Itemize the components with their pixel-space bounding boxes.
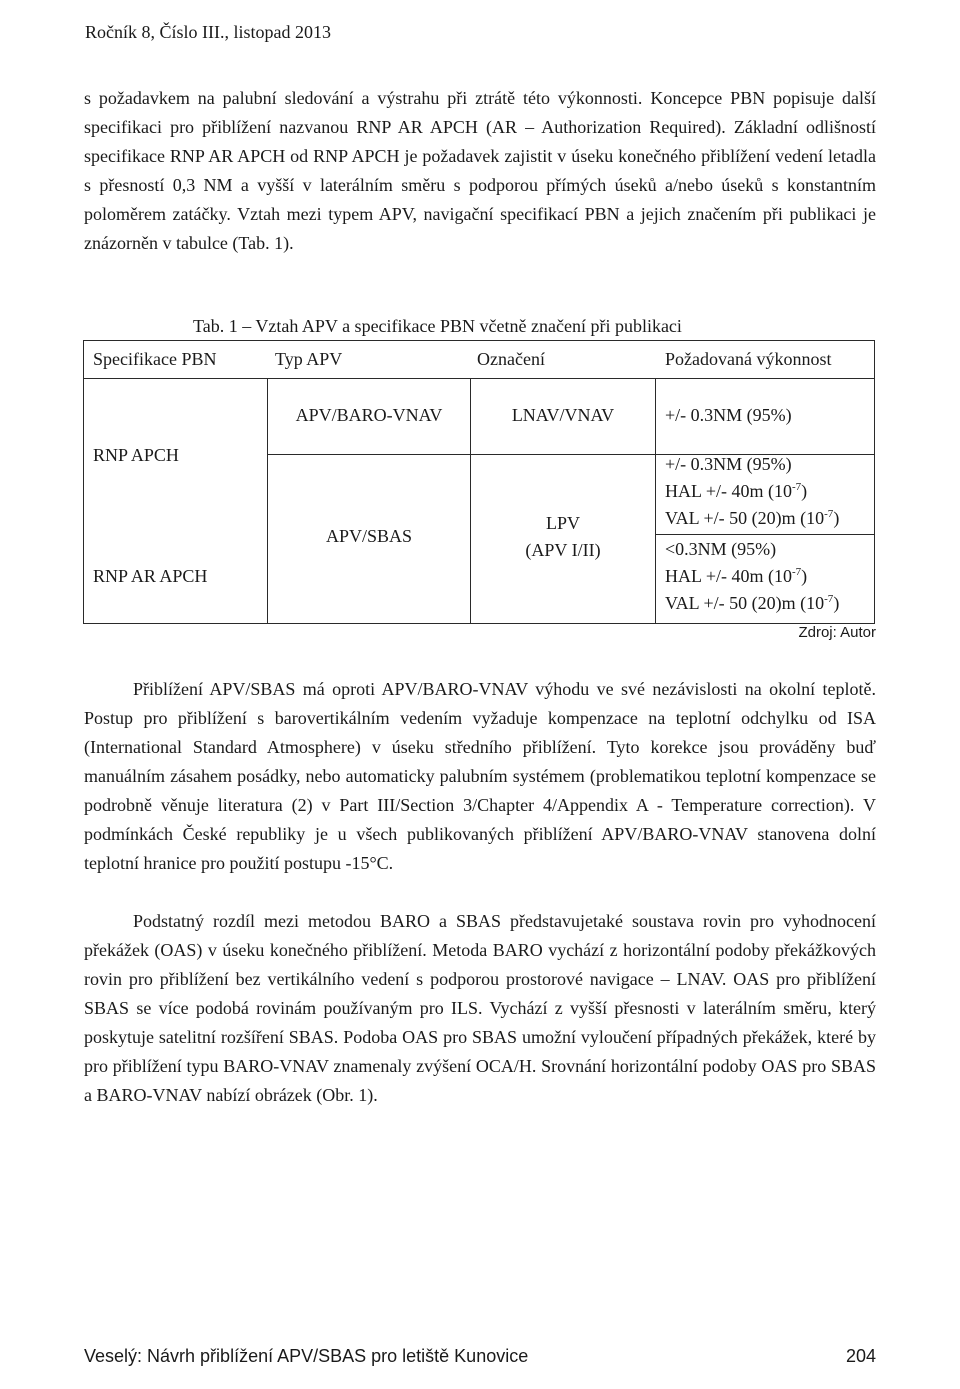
column-header-oznaceni: Označení (477, 349, 545, 369)
oznaceni-lpv: LPV (545, 513, 580, 533)
oznaceni-apv-i-ii: (APV I/II) (525, 540, 601, 560)
apv-pbn-table (83, 340, 875, 624)
vykon-rnp-apch-nm: +/- 0.3NM (95%) (665, 454, 792, 474)
vykon-rnp-ar-hal: HAL +/- 40m $(10^{-7})$ (665, 566, 808, 586)
column-header-typ: Typ APV (275, 349, 343, 369)
column-header-spec: Specifikace PBN (93, 349, 217, 369)
column-header-vykonnost: Požadovaná výkonnost (665, 349, 832, 369)
spec-rnp-apch: RNP APCH (93, 445, 179, 465)
paragraph-temperature: Přiblížení APV/SBAS má oproti APV/BARO-VNAV výhodu ve své nezávislosti na okolní teplotě. Postup pro přiblížení s barovertikálním vedením vyžaduje kompenzace na teplotní odchylku od ISA (International Standard Atmosphere) v úseku středního přiblížení. Tyto korekce jsou prováděny buď manuálním zásahem posádky, nebo automaticky palubním systémem (problematikou teplotní kompenzace se podrobně věnuje literatura (2) v Part III/Section 3/Chapter 4/Appendix A - Temperature correction). V podmínkách České republiky je u všech publikovaných přiblížení APV/BARO-VNAV stanovena dolní teplotní hranice pro použití postupu -15°C. (84, 679, 876, 873)
vykon-rnp-apch-hal: HAL +/- 40m $(10^{-7})$ (665, 481, 808, 501)
page-number: 204 (845, 1346, 876, 1366)
table-source: Zdroj: Autor (798, 624, 876, 641)
vykon-rnp-ar-val: VAL +/- 50 (20)m $(10^{-7})$ (665, 593, 840, 613)
running-header: Ročník 8, Číslo III., listopad 2013 (85, 22, 331, 42)
typ-baro-vnav: APV/BARO-VNAV (295, 405, 443, 425)
paragraph-oas: Podstatný rozdíl mezi metodou BARO a SBAS představujetaké soustava rovin pro vyhodnocení překážek (OAS) v úseku konečného přiblížení. Metoda BARO vychází z horizontální podoby překážkových rovin pro přiblížení bez vertikálního vedení s podporou prostorové navigace – LNAV. OAS pro přiblížení SBAS se více podobá rovinám používaným pro ILS. Vychází z vyšší přesnosti v laterálním směru, který poskytuje satelitní rozšíření SBAS. Podoba OAS pro SBAS umožní vyloučení případných překážek, které by pro přiblížení typu BARO-VNAV znamenaly zvýšení OCA/H. Srovnání horizontální podoby OAS pro SBAS a BARO-VNAV nabízí obrázek (Obr. 1). (84, 911, 876, 1105)
vykon-lnav-vnav: +/- 0.3NM (95%) (665, 405, 792, 425)
footer-citation: Veselý: Návrh přiblížení APV/SBAS pro letiště Kunovice (84, 1346, 529, 1366)
oznaceni-lnav-vnav: LNAV/VNAV (511, 405, 615, 425)
vykon-rnp-apch-val: VAL +/- 50 (20)m $(10^{-7})$ (665, 508, 840, 528)
spec-rnp-ar-apch: RNP AR APCH (93, 566, 208, 586)
vykon-rnp-ar-nm: <0.3NM (95%) (665, 539, 777, 559)
table-caption: Tab. 1 – Vztah APV a specifikace PBN včetně značení při publikaci (193, 316, 682, 336)
paragraph-intro: s požadavkem na palubní sledování a výstrahu při ztrátě této výkonnosti. Koncepce PBN popisuje další specifikaci pro přiblížení nazvanou RNP AR APCH (AR – Authorization Required). Základní odlišností specifikace RNP AR APCH od RNP APCH je požadavek zajistit v úseku konečného přiblížení vedení letadla s přesností 0,3 NM a vyšší v laterálním směru s podporou přímých úseků a/nebo úseků s konstantním poloměrem zatáčky. Vztah mezi typem APV, navigační specifikací PBN a jejich značením při publikaci je znázorněn v tabulce (Tab. 1). (84, 88, 876, 253)
typ-sbas: APV/SBAS (325, 526, 413, 546)
